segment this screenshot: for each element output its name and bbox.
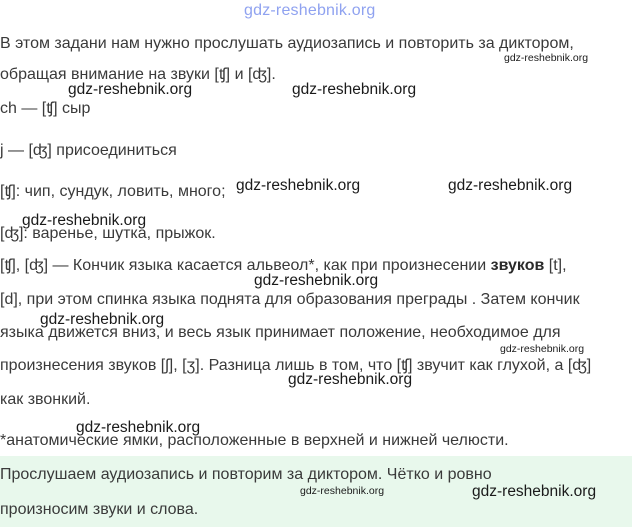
watermark: gdz-reshebnik.org [500,343,585,355]
bold-word: звуков [490,257,545,274]
watermark: gdz-reshebnik.org [300,485,385,497]
watermark: gdz-reshebnik.org [22,212,147,229]
watermark: gdz-reshebnik.org [288,371,413,388]
description-text: [ʧ], [ʤ] — Кончик языка касается альвеол*, как при произнесении [0,257,491,274]
watermark: gdz-reshebnik.org [236,177,361,194]
watermark: gdz-reshebnik.org [504,52,589,64]
text-line-description-3: языка движется вниз, и весь язык принимает положение, необходимое для [0,324,561,341]
description-text: [t], [544,257,567,274]
watermark: gdz-reshebnik.org [292,81,417,98]
text-line-ch-examples: [ʧ]: чип, сундук, ловить, много; [0,183,226,200]
watermark-top: gdz-reshebnik.org [244,2,376,19]
watermark: gdz-reshebnik.org [448,177,573,194]
text-line-j: j — [ʤ] присоединиться [0,142,177,159]
text-line-description-5: как звонкий. [0,391,91,408]
watermark: gdz-reshebnik.org [40,311,165,328]
text-line-j-examples: [ʤ]: варенье, шутка, прыжок. [0,225,216,242]
instruction-line-2: произносим звуки и слова. [0,501,199,518]
watermark: gdz-reshebnik.org [68,81,193,98]
instruction-line-1: Прослушаем аудиозапись и повторим за диктором. Чётко и ровно [0,466,492,483]
watermark: gdz-reshebnik.org [472,483,597,500]
watermark: gdz-reshebnik.org [76,419,201,436]
text-line-2: обращая внимание на звуки [ʧ] и [ʤ]. [0,66,276,83]
footnote: *анатомические ямки, расположенные в верхней и нижней челюсти. [0,432,509,449]
text-line-ch: ch — [ʧ] сыр [0,100,91,117]
watermark: gdz-reshebnik.org [254,272,379,289]
text-line-description-4: произнесения звуков [ʃ], [ʒ]. Разница лишь в том, что [ʧ] звучит как глухой, а [ʤ] [0,357,592,374]
text-line-description-2: [d], при этом спинка языка поднята для образования преграды . Затем кончик [0,291,580,308]
text-line-1: В этом задани нам нужно прослушать аудиозапись и повторить за диктором, [0,35,574,52]
